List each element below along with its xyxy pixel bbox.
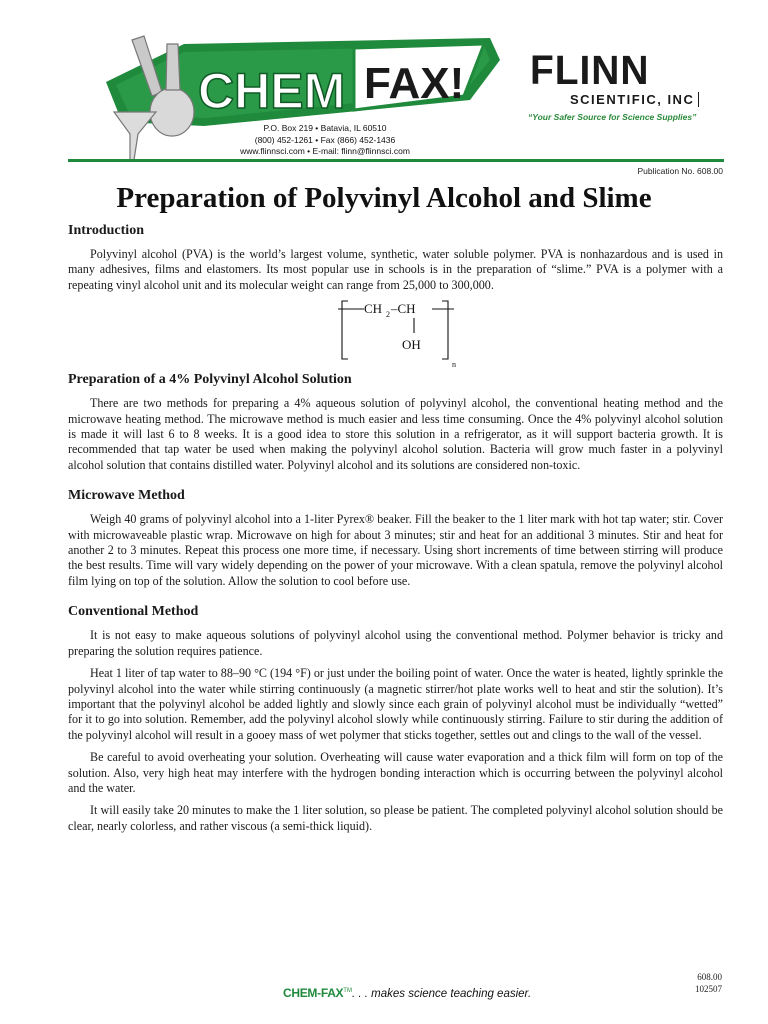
paragraph: Be careful to avoid overheating your solution. Overheating will cause water evaporation and a thick film will form on top of the solution. Also, very high heat may interfere with the hydrogen bonding interaction which is occurring between the polyvinyl alcohol and the water.	[68, 750, 723, 795]
web-email-line: www.flinnsci.com • E-mail: flinn@flinnsci.com	[240, 146, 410, 156]
paragraph: Heat 1 liter of tap water to 88–90 °C (194 °F) or just under the boiling point of water. Once the water is heated, lightly sprinkle the polyvinyl alcohol into the water while stirring continuously (a magnetic stirrer/hot plate works well to heat and stir the solution). It’s important that the polyvinyl alcohol be added lightly and slowly since each grain of polyvinyl alcohol must be individually “wetted” for it to go into solution. Remember, add the polyvinyl alcohol slowly while continuously stirring. Failure to stir during the addition of the polyvinyl alcohol will result in a gooey mass of wet polymer that sticks together, settles out and clings to the wall of the vessel.	[68, 666, 723, 742]
footer-brand: CHEM-FAX	[283, 986, 344, 1000]
section-heading: Microwave Method	[68, 488, 185, 504]
phone-line: (800) 452-1261 • Fax (866) 452-1436	[254, 134, 396, 145]
formula-ch: –CH	[391, 301, 416, 317]
paragraph: It will easily take 20 minutes to make the 1 liter solution, so please be patient. The completed polyvinyl alcohol solution should be clear, nearly colorless, and rather viscous (a semi-thick liquid).	[68, 803, 723, 833]
document-codes	[695, 971, 722, 995]
formula-oh: OH	[402, 337, 421, 353]
pva-structure-formula	[68, 293, 723, 371]
trademark-mark: TM	[343, 988, 352, 995]
section-heading: Preparation of a 4% Polyvinyl Alcohol Solution	[68, 372, 352, 388]
company-name: FLINN	[530, 47, 650, 93]
formula-subscript: 2	[386, 310, 390, 320]
section-heading: Introduction	[68, 223, 144, 238]
logo-chem-text: CHEM	[198, 63, 346, 119]
paragraph: Weigh 40 grams of polyvinyl alcohol into a 1-liter Pyrex® beaker. Fill the beaker to the 1 liter mark with hot tap water; stir. Cover with microwaveable plastic wrap. Microwave on high for about 3 minutes; stir and heat for an additional 3 minutes. Stir and heat for another 2 to 3 minutes. Repeat this process one more time, if necessary. Using short increments of time between stirring will produce the best results. Time will vary widely depending on the power of your microwave. With a clean spatula, remove the polyvinyl alcohol film lying on top of the solution. Allow the solution to cool before use.	[68, 512, 723, 588]
footer-tagline	[283, 986, 531, 1000]
code-date: 102507	[695, 984, 722, 994]
logo-fax-text: FAX!	[364, 59, 465, 108]
address-line: P.O. Box 219 • Batavia, IL 60510	[263, 123, 387, 133]
document-body	[68, 222, 723, 834]
formula-repeat-n: n	[452, 360, 456, 370]
paragraph: There are two methods for preparing a 4% aqueous solution of polyvinyl alcohol, the conventional heating method and the microwave heating method. The microwave method is much easier and less time consuming. Once the 4% polyvinyl alcohol solution is made it will last 6 to 8 weeks. It is a good idea to store this solution in a refrigerator, as it will support bacteria growth. It is recommended that tap water be used when making the polyvinyl alcohol solution. Bacteria will grow much faster in a polyvinyl alcohol solution that contains distilled water. Polyvinyl alcohol and its solutions are considered non-toxic.	[68, 396, 723, 472]
publication-number: Publication No. 608.00	[637, 166, 723, 176]
document-title: Preparation of Polyvinyl Alcohol and Slime	[116, 182, 652, 214]
contact-address	[200, 123, 450, 158]
code-number: 608.00	[697, 972, 722, 982]
footer-tagline-text: . . . makes science teaching easier.	[351, 988, 532, 1000]
paragraph: It is not easy to make aqueous solutions of polyvinyl alcohol using the conventional method. Polymer behavior is tricky and preparing the solution requires patience.	[68, 628, 723, 658]
company-sub: SCIENTIFIC, INC	[570, 92, 699, 107]
header-divider	[68, 159, 724, 162]
page-header	[0, 0, 768, 176]
formula-ch2: CH	[364, 301, 383, 317]
flinn-logo	[528, 47, 697, 122]
company-tagline: “Your Safer Source for Science Supplies”	[528, 112, 697, 122]
paragraph: Polyvinyl alcohol (PVA) is the world’s largest volume, synthetic, water soluble polymer. PVA is nonhazardous and is used in many adhesives, films and elastomers. Its most popular use in schools is in the preparation of “slime.” PVA is a polymer with a repeating vinyl alcohol unit and its molecular weight can range from 25,000 to 300,000.	[68, 247, 723, 292]
section-heading: Conventional Method	[68, 604, 199, 620]
